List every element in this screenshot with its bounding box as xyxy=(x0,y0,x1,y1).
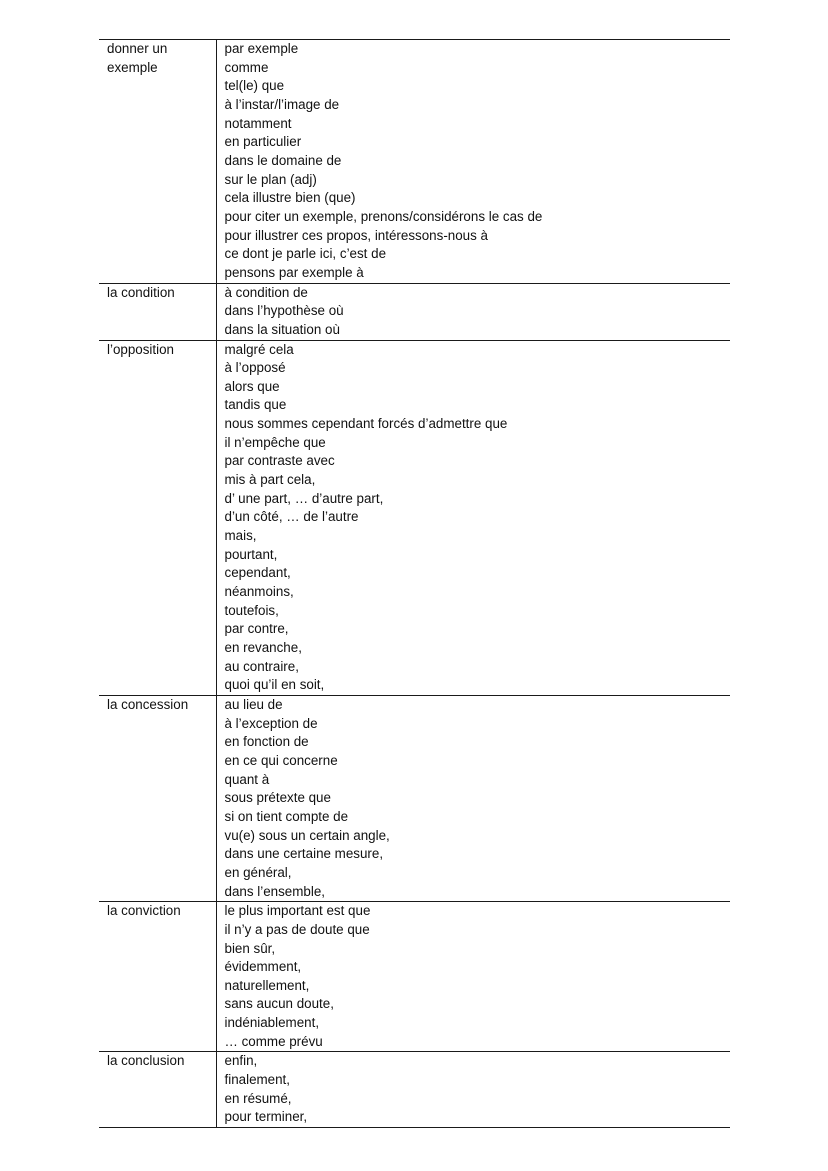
expression-item: cela illustre bien (que) xyxy=(224,190,356,206)
table-row xyxy=(99,283,730,340)
expression-item: évidemment, xyxy=(224,959,302,975)
expression-item: au contraire, xyxy=(224,658,299,674)
expressions-cell xyxy=(216,695,730,901)
expression-item: indéniablement, xyxy=(224,1015,320,1031)
expression-item: vu(e) sous un certain angle, xyxy=(224,827,390,843)
expression-item: dans le domaine de xyxy=(224,152,342,168)
expression-item: au lieu de xyxy=(224,696,283,712)
table-row xyxy=(99,902,730,1052)
expressions-cell xyxy=(216,283,730,340)
expression-item: pour illustrer ces propos, intéressons-nous à xyxy=(224,227,488,243)
expression-item: sous prétexte que xyxy=(224,790,331,806)
table-row xyxy=(99,340,730,695)
expression-item: par contre, xyxy=(224,621,289,637)
expressions-cell xyxy=(216,1052,730,1128)
expression-item: en général, xyxy=(224,864,292,880)
expression-item: ce dont je parle ici, c’est de xyxy=(224,246,387,262)
expression-item: il n’empêche que xyxy=(224,434,326,450)
category-label: l’opposition xyxy=(107,341,174,357)
expressions-cell xyxy=(216,902,730,1052)
category-cell xyxy=(99,1052,216,1128)
expression-item: nous sommes cependant forcés d’admettre que xyxy=(224,416,508,432)
expression-item: finalement, xyxy=(224,1072,291,1088)
expression-item: dans l’hypothèse où xyxy=(224,303,344,319)
expression-item: en résumé, xyxy=(224,1090,292,1106)
expressions-cell xyxy=(216,340,730,695)
category-label: la conclusion xyxy=(107,1053,185,1069)
expression-item: par contraste avec xyxy=(224,453,335,469)
expression-item: mais, xyxy=(224,528,257,544)
expression-item: comme xyxy=(224,59,269,75)
expression-item: d’un côté, … de l’autre xyxy=(224,509,359,525)
category-cell xyxy=(99,902,216,1052)
expression-item: en fonction de xyxy=(224,734,309,750)
expression-item: alors que xyxy=(224,378,280,394)
category-label: donner un exemple xyxy=(107,41,168,75)
expression-item: pourtant, xyxy=(224,546,278,562)
expression-item: tandis que xyxy=(224,397,287,413)
expression-item: malgré cela xyxy=(224,341,294,357)
category-cell xyxy=(99,340,216,695)
expression-item: par exemple xyxy=(224,41,299,56)
expression-item: néanmoins, xyxy=(224,584,294,600)
expression-item: bien sûr, xyxy=(224,940,276,956)
category-label: la condition xyxy=(107,284,175,300)
expression-item: quoi qu’il en soit, xyxy=(224,677,325,693)
expression-item: dans la situation où xyxy=(224,321,340,337)
expression-item: à l’exception de xyxy=(224,715,318,731)
connectors-table-body xyxy=(99,40,730,1128)
category-label: la concession xyxy=(107,696,189,712)
expression-item: enfin, xyxy=(224,1053,258,1069)
expression-item: quant à xyxy=(224,771,270,787)
expression-item: tel(le) que xyxy=(224,78,285,94)
expression-item: pour citer un exemple, prenons/considérons le cas de xyxy=(224,208,543,224)
expression-item: toutefois, xyxy=(224,602,279,618)
expression-item: le plus important est que xyxy=(224,903,371,919)
expression-item: cependant, xyxy=(224,565,291,581)
expression-item: d’ une part, … d’autre part, xyxy=(224,490,384,506)
expression-item: naturellement, xyxy=(224,977,310,993)
expression-item: … comme prévu xyxy=(224,1033,323,1049)
expression-item: en revanche, xyxy=(224,640,302,655)
table-row xyxy=(99,1052,730,1128)
expression-item: si on tient compte de xyxy=(224,808,349,824)
expression-item: en particulier xyxy=(224,134,302,150)
expression-item: sur le plan (adj) xyxy=(224,171,317,187)
expression-item: il n’y a pas de doute que xyxy=(224,921,370,937)
expression-item: en ce qui concerne xyxy=(224,752,338,768)
expression-item: à l’opposé xyxy=(224,360,286,376)
expression-item: notamment xyxy=(224,115,292,131)
connectors-table xyxy=(99,39,730,1128)
expression-item: sans aucun doute, xyxy=(224,996,334,1012)
expression-item: dans l’ensemble, xyxy=(224,883,325,899)
table-row xyxy=(99,40,730,284)
expression-item: pour terminer, xyxy=(224,1109,308,1125)
category-label: la conviction xyxy=(107,903,181,919)
expression-item: pensons par exemple à xyxy=(224,264,364,280)
category-cell xyxy=(99,283,216,340)
expression-item: dans une certaine mesure, xyxy=(224,846,384,862)
expression-item: à l’instar/l’image de xyxy=(224,96,340,112)
expression-item: à condition de xyxy=(224,284,308,300)
expressions-cell xyxy=(216,40,730,284)
category-cell xyxy=(99,695,216,901)
category-cell xyxy=(99,40,216,284)
table-row xyxy=(99,695,730,901)
expression-item: mis à part cela, xyxy=(224,472,316,488)
